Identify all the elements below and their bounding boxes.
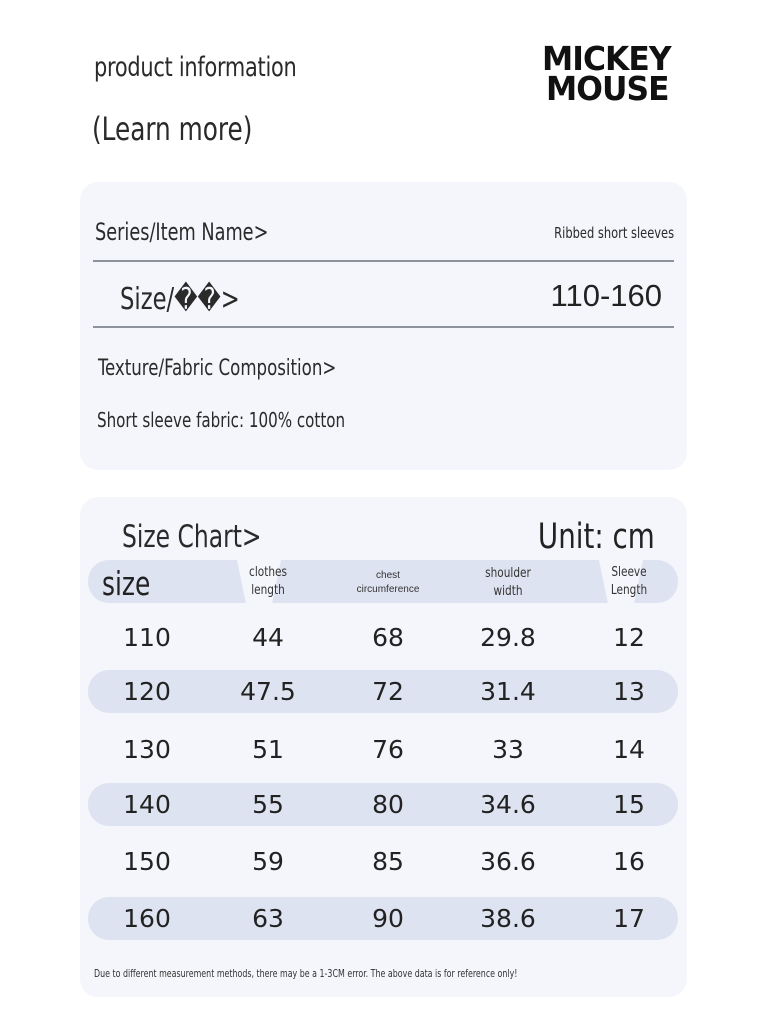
cell-chest: 72: [372, 677, 404, 706]
cell-shoulder: 33: [492, 735, 524, 764]
series-value: Ribbed short sleeves: [554, 224, 674, 242]
cell-sleeve: 15: [613, 790, 645, 819]
cell-sleeve: 14: [613, 735, 645, 764]
header-sleeve-length: [584, 564, 674, 600]
header-shoulder-line-2: width: [493, 584, 523, 599]
page-title: product information: [94, 52, 297, 83]
divider: [93, 326, 674, 328]
cell-sleeve: 16: [613, 847, 645, 876]
unit-label: Unit: cm: [538, 517, 655, 557]
cell-shoulder: 34.6: [480, 790, 536, 819]
header-sleeve-line-2: Length: [610, 583, 648, 598]
cell-size: 130: [123, 735, 171, 764]
fabric-composition-text: Short sleeve fabric: 100% cotton: [97, 408, 346, 432]
cell-shoulder: 38.6: [480, 904, 536, 933]
cell-size: 160: [123, 904, 171, 933]
cell-shoulder: 29.8: [480, 623, 536, 652]
header-shoulder-line-1: shoulder: [485, 566, 531, 581]
cell-chest: 90: [372, 904, 404, 933]
cell-size: 120: [123, 677, 171, 706]
product-info-card: [80, 182, 687, 470]
cell-chest: 76: [372, 735, 404, 764]
header-shoulder-width: [463, 565, 553, 601]
cell-clothes-length: 44: [252, 623, 284, 652]
size-range-value: 110-160: [550, 278, 662, 313]
table-row: [88, 616, 678, 659]
cell-clothes-length: 59: [252, 847, 284, 876]
size-chart-title: Size Chart>: [122, 519, 262, 555]
mickey-mouse-logo: [542, 39, 687, 110]
header-chest-circumference: [338, 569, 438, 597]
cell-sleeve: 12: [613, 623, 645, 652]
cell-chest: 85: [372, 847, 404, 876]
cell-size: 150: [123, 847, 171, 876]
logo-line-2: MOUSE: [546, 69, 669, 108]
header-clothes-length: [223, 564, 313, 600]
series-label: Series/Item Name>: [95, 218, 269, 246]
cell-size: 140: [123, 790, 171, 819]
header-clothes-length-line-1: clothes: [249, 565, 287, 580]
learn-more-link[interactable]: (Learn more): [92, 110, 253, 148]
size-chart-card: [80, 497, 687, 997]
cell-clothes-length: 55: [252, 790, 284, 819]
table-row: [88, 783, 678, 826]
table-row: [88, 897, 678, 940]
texture-label: Texture/Fabric Composition>: [98, 356, 337, 381]
cell-clothes-length: 63: [252, 904, 284, 933]
header-sleeve-line-1: Sleeve: [611, 565, 647, 580]
logo-line-1: MICKEY: [542, 39, 671, 78]
cell-sleeve: 17: [613, 904, 645, 933]
header-clothes-length-line-2: length: [251, 583, 285, 598]
header-chest-line-2: circumference: [356, 584, 420, 595]
header-chest-line-1: chest: [376, 570, 400, 581]
cell-chest: 68: [372, 623, 404, 652]
table-row: [88, 670, 678, 713]
cell-size: 110: [123, 623, 171, 652]
table-row: [88, 728, 678, 771]
divider: [93, 260, 674, 262]
cell-clothes-length: 47.5: [240, 677, 296, 706]
cell-sleeve: 13: [613, 677, 645, 706]
size-label: Size/��>: [120, 282, 240, 317]
cell-shoulder: 36.6: [480, 847, 536, 876]
header-size: size: [102, 564, 151, 603]
cell-chest: 80: [372, 790, 404, 819]
cell-shoulder: 31.4: [480, 677, 536, 706]
disclaimer-footnote: Due to different measurement methods, there may be a 1-3CM error. The above data is for reference only!: [94, 967, 518, 980]
cell-clothes-length: 51: [252, 735, 284, 764]
table-row: [88, 840, 678, 883]
